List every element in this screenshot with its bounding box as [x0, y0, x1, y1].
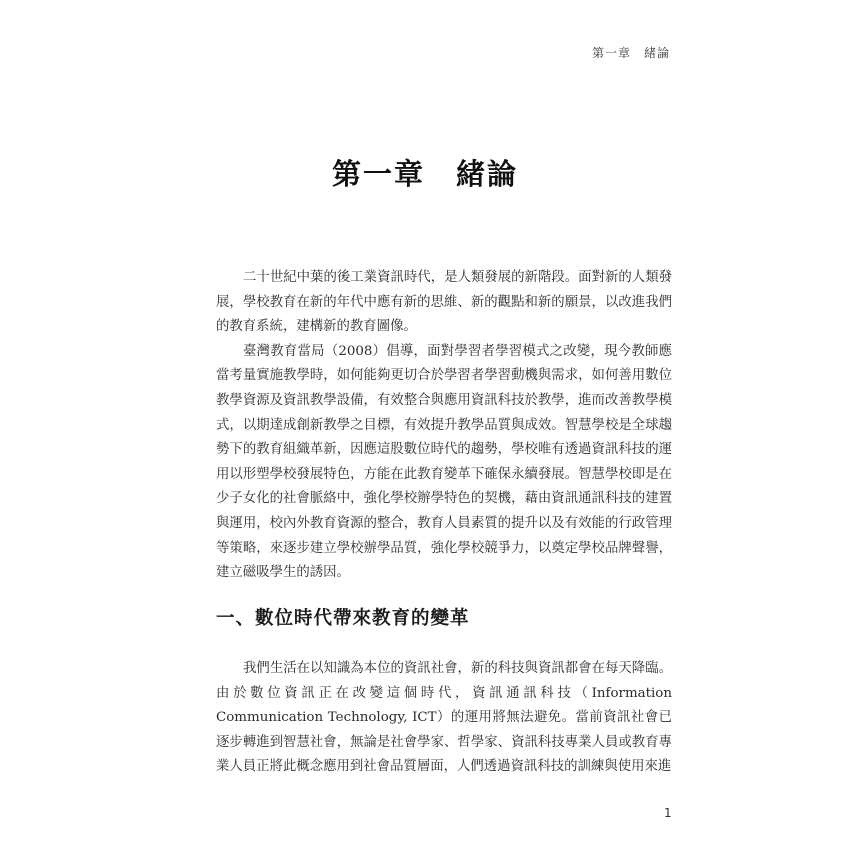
paragraph-1: 二十世紀中葉的後工業資訊時代，是人類發展的新階段。面對新的人類發展，學校教育在新的年代中應有新的思維、新的觀點和新的願景，以改進我們的教育系統，建構新的教育圖像。 [216, 270, 672, 335]
chapter-title: 第一章 緒論 [331, 157, 518, 191]
running-head: 第一章 緒論 [591, 46, 670, 60]
page-number: 1 [664, 806, 672, 820]
section-text [216, 657, 672, 780]
section-heading: 一、數位時代帶來教育的變革 [216, 608, 470, 629]
section-paragraph: 我們生活在以知識為本位的資訊社會，新的科技與資訊都會在每天降臨。由於數位資訊正在改變這個時代，資訊通訊科技（Information Communication Technology, ICT）的運用將無法避免。當前資訊社會已逐步轉進到智慧社會，無論是社會學家、哲學家、資訊科技專業人員或教育專業人員正將此概念應用到社會品質層面，人們透過資訊科技的訓練與使用來進 [216, 661, 672, 775]
paragraph-2: 臺灣教育當局（2008）倡導，面對學習者學習模式之改變，現今教師應當考量實施教學時，如何能夠更切合於學習者學習動機與需求，如何善用數位教學資源及資訊教學設備，有效整合與應用資訊科技於教學，進而改善教學模式，以期達成創新教學之目標，有效提升教學品質與成效。智慧學校是全球趨勢下的教育組織革新，因應這股數位時代的趨勢，學校唯有透過資訊科技的運用以形塑學校發展特色，方能在此教育變革下確保永續發展。智慧學校即是在少子女化的社會脈絡中，強化學校辦學特色的契機，藉由資訊通訊科技的建置與運用，校內外教育資源的整合，教育人員素質的提升以及有效能的行政管理等策略，來逐步建立學校辦學品質，強化學校競爭力，以奠定學校品牌聲譽，建立磁吸學生的誘因。 [216, 343, 672, 581]
intro-text [216, 266, 672, 586]
